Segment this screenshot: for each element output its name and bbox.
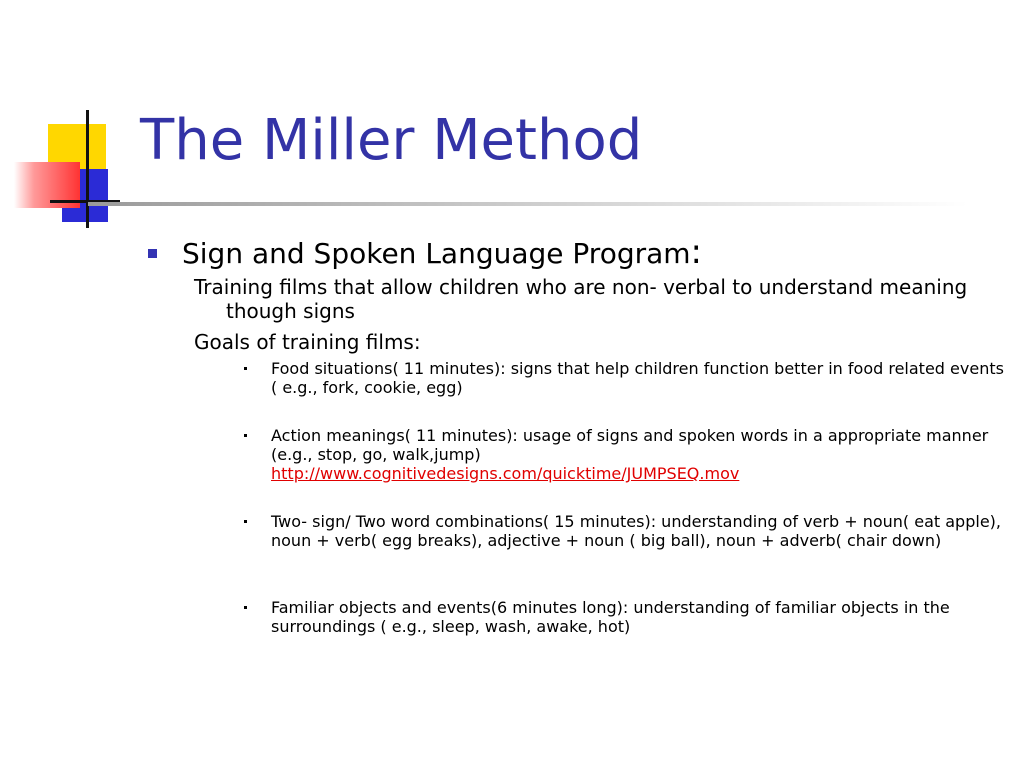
small-bullet-icon — [244, 520, 247, 523]
goal-item-two-word-combinations — [244, 512, 1004, 550]
quicktime-movie-link[interactable]: http://www.cognitivedesigns.com/quicktime/JUMPSEQ.mov — [271, 464, 740, 483]
small-bullet-icon — [244, 606, 247, 609]
small-bullet-icon — [244, 367, 247, 370]
goal-text: Action meanings( 11 minutes): usage of signs and spoken words in a appropriate manner (e.g., stop, go, walk,jump) — [271, 426, 989, 464]
decorative-vertical-line — [86, 110, 89, 228]
sub-item-goals: Goals of training films: — [194, 330, 421, 354]
title-underline-rule — [88, 202, 968, 206]
goal-item-action-meanings — [244, 426, 1004, 483]
section-heading-text: Sign and Spoken Language Program — [182, 237, 691, 270]
small-bullet-icon — [244, 434, 247, 437]
square-bullet-icon — [148, 249, 157, 258]
goal-text: Two- sign/ Two word combinations( 15 minutes): understanding of verb + noun( eat apple), noun + verb( egg breaks), adjective + noun ( big ball), noun + adverb( chair down) — [271, 512, 1001, 550]
sub-item-training-films: Training films that allow children who are non- verbal to understand meaning though signs — [194, 275, 968, 323]
goal-item-familiar-objects — [244, 598, 1004, 636]
goal-item-food-situations — [244, 359, 1004, 397]
section-heading-colon: : — [690, 232, 703, 272]
goal-text-container — [271, 426, 1004, 483]
goal-text: Familiar objects and events(6 minutes long): understanding of familiar objects in the surroundings ( e.g., sleep, wash, awake, hot) — [271, 598, 950, 636]
goal-text: Food situations( 11 minutes): signs that help children function better in food related events ( e.g., fork, cookie, egg) — [271, 359, 1004, 397]
slide-title: The Miller Method — [140, 108, 643, 173]
section-heading — [182, 232, 702, 272]
